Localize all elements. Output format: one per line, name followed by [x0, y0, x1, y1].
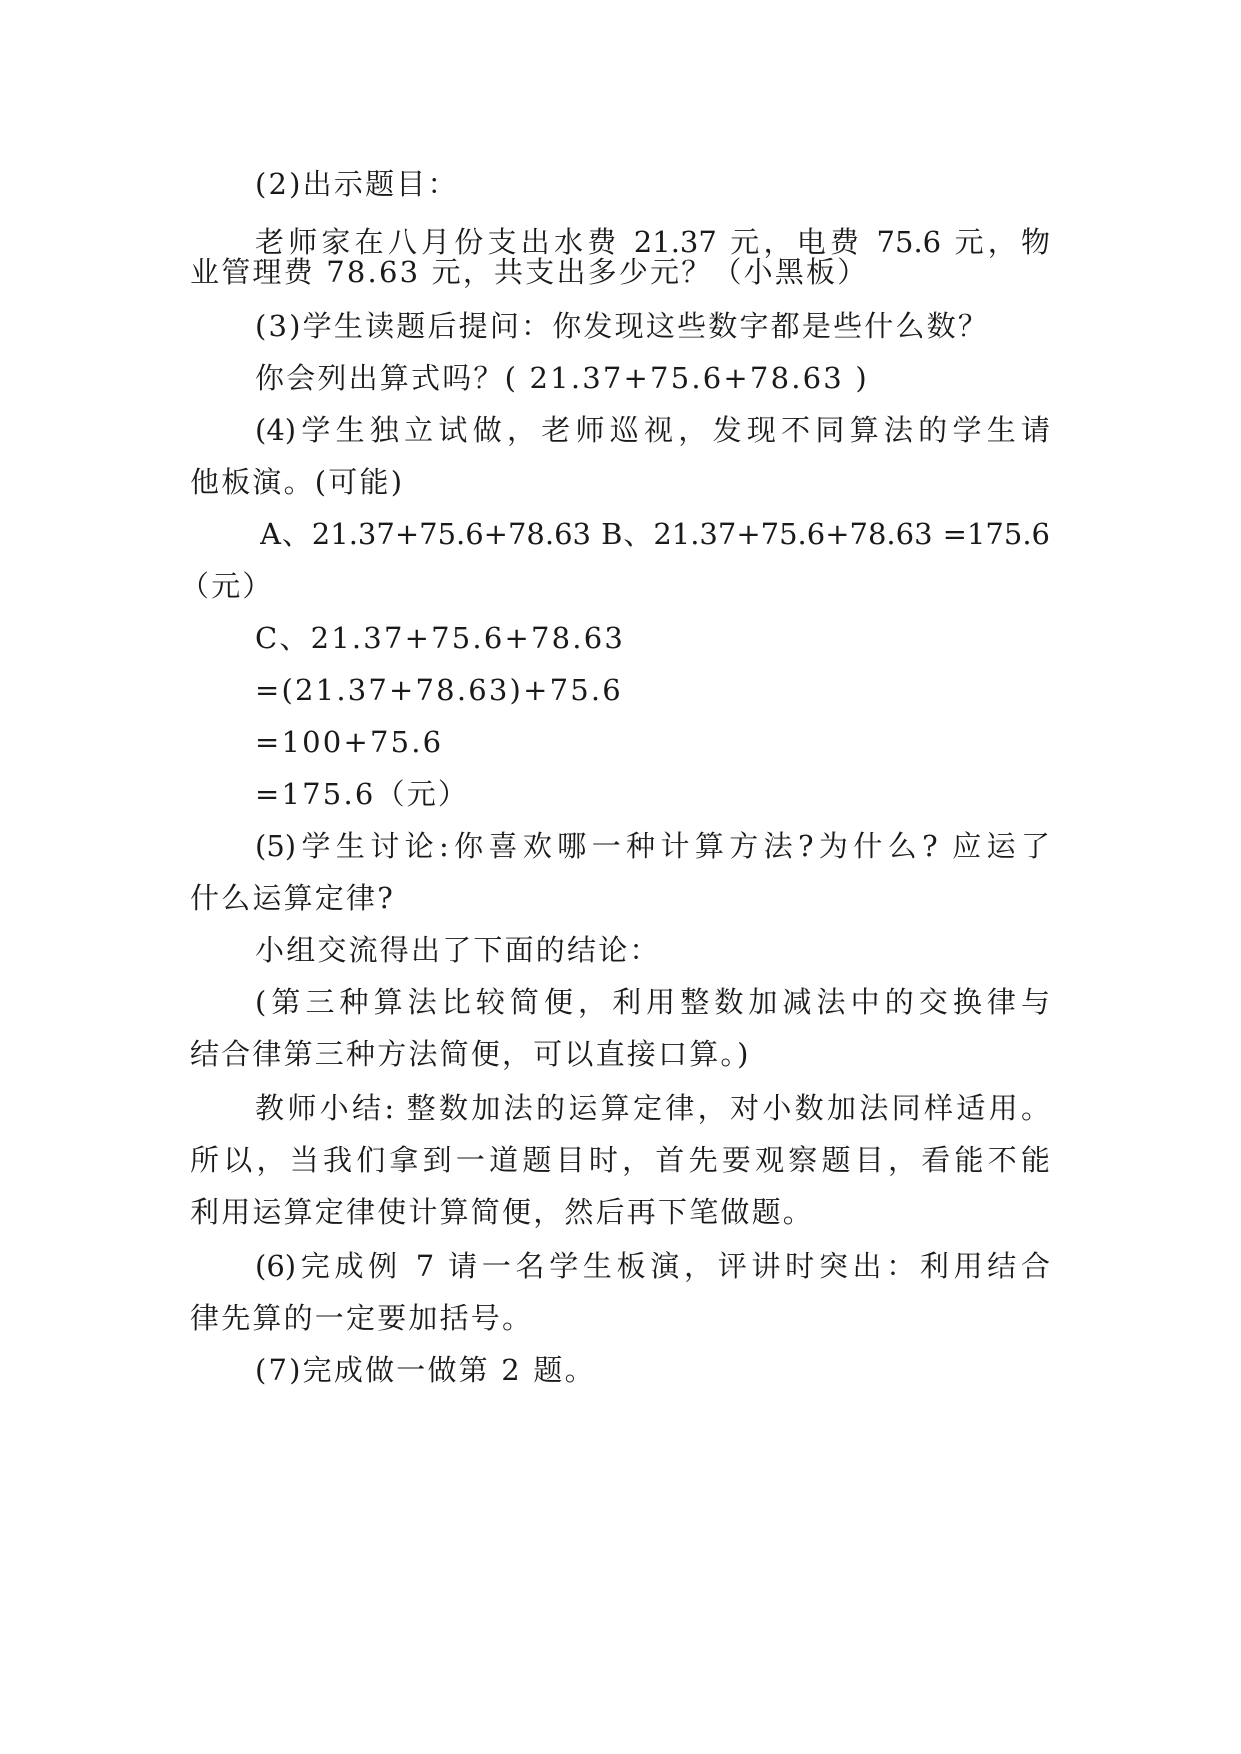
paragraph-line: =100+75.6 — [255, 725, 444, 759]
paragraph-line: A、21.37+75.6+78.63 B、21.37+75.6+78.63 =175.6 — [260, 517, 1050, 551]
paragraph-line: 利用运算定律使计算简便，然后再下笔做题。 — [190, 1195, 815, 1229]
paragraph-line: (3)学生读题后提问：你发现这些数字都是些什么数？ — [255, 309, 990, 343]
paragraph-line: =(21.37+78.63)+75.6 — [255, 673, 623, 707]
paragraph-line: (6)完成例 7 请一名学生板演，评讲时突出：利用结合 — [255, 1249, 1050, 1283]
paragraph-line: 他板演。(可能) — [190, 465, 405, 499]
paragraph-line: （元） — [180, 569, 274, 603]
paragraph-line: C、21.37+75.6+78.63 — [255, 621, 625, 655]
paragraph-line: 什么运算定律? — [190, 881, 395, 915]
paragraph-line: 业管理费 78.63 元，共支出多少元？（小黑板） — [190, 255, 869, 289]
paragraph-line: 律先算的一定要加括号。 — [190, 1301, 534, 1335]
paragraph-line: (2)出示题目： — [255, 167, 459, 201]
paragraph-line: (4)学生独立试做，老师巡视，发现不同算法的学生请 — [255, 413, 1050, 447]
paragraph-line: 你会列出算式吗？( 21.37+75.6+78.63 ) — [255, 361, 869, 395]
paragraph-line: (7)完成做一做第 2 题。 — [255, 1353, 596, 1387]
paragraph-line: 教师小结: 整数加法的运算定律，对小数加法同样适用。 — [255, 1091, 1050, 1125]
paragraph-line: 结合律第三种方法简便，可以直接口算。) — [190, 1037, 751, 1071]
paragraph-line: (第三种算法比较简便，利用整数加减法中的交换律与 — [255, 985, 1050, 1019]
paragraph-line: 小组交流得出了下面的结论： — [255, 933, 661, 967]
paragraph-line: =175.6（元） — [255, 777, 470, 811]
paragraph-line: (5)学生讨论:你喜欢哪一种计算方法?为什么? 应运了 — [255, 829, 1050, 863]
paragraph-line: 老师家在八月份支出水费 21.37 元，电费 75.6 元，物 — [255, 225, 1050, 259]
paragraph-line: 所以，当我们拿到一道题目时，首先要观察题目，看能不能 — [190, 1143, 1050, 1177]
